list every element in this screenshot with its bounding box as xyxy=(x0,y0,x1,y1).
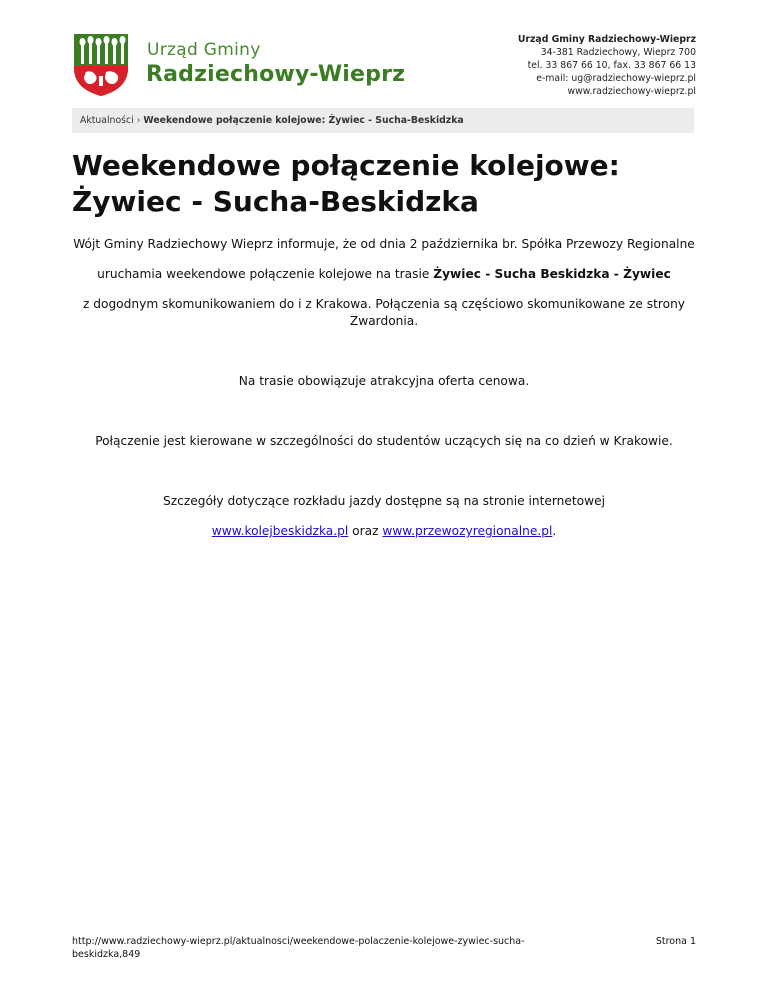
coat-of-arms-icon xyxy=(72,32,130,98)
route-text: uruchamia weekendowe połączenie kolejowe na trasie xyxy=(97,267,434,281)
page-title: Weekendowe połączenie kolejowe: Żywiec - Sucha-Beskidzka xyxy=(72,149,620,218)
contact-address: 34-381 Radziechowy, Wieprz 700 xyxy=(540,47,696,58)
breadcrumb-separator: › xyxy=(136,115,141,126)
paragraph-schedule: Szczegóły dotyczące rozkładu jazdy dostępne są na stronie internetowej xyxy=(162,494,605,508)
footer-page-number: Strona 1 xyxy=(655,936,696,947)
contact-email: e-mail: ug@radziechowy-wieprz.pl xyxy=(536,73,696,84)
logo-text-line1: Urząd Gminy xyxy=(147,40,261,60)
footer-url: http://www.radziechowy-wieprz.pl/aktualnosci/weekendowe-polaczenie-kolejowe-zywiec-sucha-beskidzka,849 xyxy=(72,936,525,960)
contact-website: www.radziechowy-wieprz.pl xyxy=(567,86,696,97)
links-period: . xyxy=(552,524,557,538)
contact-phone: tel. 33 867 66 10, fax. 33 867 66 13 xyxy=(527,60,696,71)
article-body xyxy=(72,236,696,540)
links-conjunction: oraz xyxy=(348,524,383,538)
kolejbeskidzka-link[interactable]: www.kolejbeskidzka.pl xyxy=(211,524,349,538)
paragraph-route xyxy=(72,266,696,283)
route-highlight: Żywiec - Sucha Beskidzka - Żywiec xyxy=(433,267,671,281)
paragraph-connections: z dogodnym skomunikowaniem do i z Krakowa. Połączenia są częściowo skomunikowane ze strony Zwardonia. xyxy=(82,297,686,328)
page-header xyxy=(72,30,696,100)
contact-org-name: Urząd Gminy Radziechowy-Wieprz xyxy=(517,34,696,45)
contact-block xyxy=(518,33,696,98)
paragraph-offer: Na trasie obowiązuje atrakcyjna oferta cenowa. xyxy=(238,374,530,388)
page-footer xyxy=(72,935,696,961)
breadcrumb xyxy=(72,108,694,133)
paragraph-links xyxy=(72,523,696,540)
paragraph-announcement: Wójt Gminy Radziechowy Wieprz informuje, że od dnia 2 października br. Spółka Przewozy Regionalne xyxy=(73,237,695,251)
przewozyregionalne-link[interactable]: www.przewozyregionalne.pl xyxy=(382,524,553,538)
breadcrumb-current: Weekendowe połączenie kolejowe: Żywiec - Sucha-Beskidzka xyxy=(143,115,464,126)
municipality-logo[interactable] xyxy=(72,30,412,100)
paragraph-students: Połączenie jest kierowane w szczególności do studentów uczących się na co dzień w Krakowie. xyxy=(95,434,673,448)
breadcrumb-parent-link[interactable]: Aktualności xyxy=(80,115,134,126)
logo-text-line2: Radziechowy-Wieprz xyxy=(146,62,406,87)
